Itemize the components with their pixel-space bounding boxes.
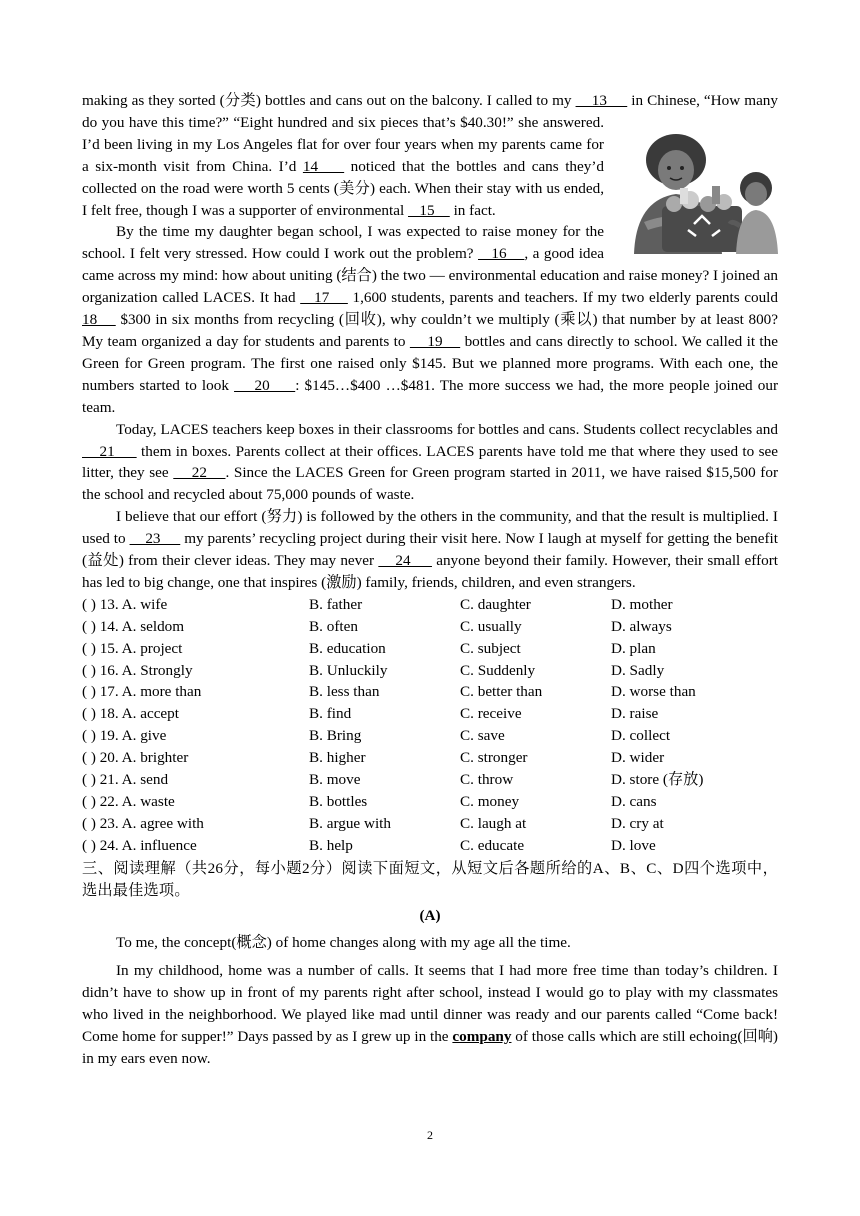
text: bottles and cans directly to school. We called it the Green for Green program. The first one raised only $145. But we planned more programs. With each one, the numbers started to look <box>82 332 778 394</box>
option-d: D. always <box>611 617 672 635</box>
option-b: B. higher <box>309 749 366 767</box>
text: , a good idea came across my mind: how about uniting (结合) the two — environmental education and raise money? I joined an organization called LACES. It had <box>82 245 778 307</box>
text: of those calls which are still echoing(回响) in my ears even now. <box>82 1028 778 1067</box>
option-c: C. Suddenly <box>460 661 536 679</box>
option-question: ( ) 21. A. send <box>82 771 169 789</box>
text: . Since the LACES Green for Green program started in 2011, we have raised $15,500 for the school and recycled about 75,000 pounds of waste. <box>82 464 779 504</box>
option-c: C. stronger <box>460 749 528 767</box>
option-c: C. throw <box>460 771 514 789</box>
blank-16: 16 <box>478 245 525 263</box>
passage-paragraph-4 <box>82 506 778 594</box>
underlined-word-company: company <box>452 1028 512 1046</box>
option-question: ( ) 16. A. Strongly <box>82 661 193 679</box>
blank-20: 20 <box>234 376 296 394</box>
option-question: ( ) 22. A. waste <box>82 793 175 810</box>
text: them in boxes. Parents collect at their offices. LACES parents have told me that where they used to see litter, they see <box>82 442 779 482</box>
blank-17: 17 <box>300 289 348 307</box>
options-table <box>82 594 778 857</box>
option-row <box>82 835 778 857</box>
page-number: 2 <box>427 1128 433 1142</box>
passage-a-title: (A) <box>419 906 441 924</box>
option-row <box>82 594 778 616</box>
passage-a-paragraph-1: To me, the concept(概念) of home changes along with my age all the time. <box>116 934 571 952</box>
option-c: C. better than <box>460 683 543 701</box>
page-body <box>82 90 778 1070</box>
option-question: ( ) 13. A. wife <box>82 595 168 613</box>
option-d: D. cry at <box>611 814 664 832</box>
option-c: C. money <box>460 793 520 810</box>
option-b: B. Bring <box>309 727 362 745</box>
blank-13: 13 <box>575 92 628 109</box>
option-question: ( ) 24. A. influence <box>82 836 197 854</box>
option-c: C. laugh at <box>460 814 527 832</box>
option-c: C. daughter <box>460 595 531 613</box>
section-3-heading: 三、阅读理解（共26分，每小题2分）阅读下面短文，从短文后各题所给的A、B、C、D四个选项中，选出最佳选项。 <box>82 859 778 899</box>
option-d: D. mother <box>611 595 673 613</box>
option-c: C. save <box>460 727 505 745</box>
text: anyone beyond their family. However, their small effort has led to big change, one that inspires (激励) family, friends, children, and even strangers. <box>82 552 779 591</box>
text: Today, LACES teachers keep boxes in their classrooms for bottles and cans. Students collect recyclables and <box>116 420 778 438</box>
text: In my childhood, home was a number of calls. It seems that I had more free time than today’s children. I didn’t have to show up in front of my parents right after school, instead I would go to play with my classmates who lived in the neighborhood. We played like mad until dinner was ready and our parents called “Come back! Come home for supper!” Days passed by as I grew up in the <box>82 962 778 1046</box>
blank-22: 22 <box>173 464 226 482</box>
option-question: ( ) 15. A. project <box>82 639 183 657</box>
passage-a-paragraph-2 <box>82 960 778 1070</box>
blank-21: 21 <box>82 442 137 460</box>
option-b: B. education <box>309 639 386 657</box>
blank-15: 15 <box>408 201 450 219</box>
option-question: ( ) 20. A. brighter <box>82 749 189 767</box>
option-b: B. Unluckily <box>309 661 388 679</box>
option-b: B. less than <box>309 683 380 701</box>
option-d: D. plan <box>611 639 656 657</box>
option-question: ( ) 18. A. accept <box>82 705 179 723</box>
option-row <box>82 791 778 813</box>
blank-24: 24 <box>378 552 432 570</box>
blank-14: 14 <box>302 157 345 175</box>
option-b: B. move <box>309 771 361 789</box>
option-row <box>82 703 778 725</box>
text: : $145…$400 …$481. The more success we had, the more people joined our team. <box>82 376 779 416</box>
option-b: B. bottles <box>309 793 368 810</box>
blank-19: 19 <box>409 332 461 350</box>
option-d: D. cans <box>611 793 657 810</box>
option-c: C. educate <box>460 836 525 854</box>
option-question: ( ) 19. A. give <box>82 727 167 745</box>
text: By the time my daughter began school, I was expected to raise money for the school. I felt very stressed. How could I work out the problem? <box>82 223 604 263</box>
option-question: ( ) 23. A. agree with <box>82 814 204 832</box>
option-d: D. worse than <box>611 683 696 701</box>
text: $300 in six months from recycling (回收), why couldn’t we multiply (乘以) that number by at least 800? My team organized a day for students and parents to <box>82 311 779 350</box>
option-b: B. find <box>309 705 352 723</box>
option-row <box>82 681 778 703</box>
recycling-family-illustration <box>614 124 784 254</box>
option-d: D. love <box>611 836 656 854</box>
option-c: C. subject <box>460 639 521 657</box>
passage-paragraph-3 <box>82 419 778 507</box>
text: in Chinese, “How many do you have this time?” “Eight hundred and six pieces that’s $40.30!” she answered. I’d been living in my Los Angeles flat for over four years when my parents came for a six-month visit from China. I’d <box>82 92 778 175</box>
text: making as they sorted (分类) bottles and cans out on the balcony. I called to my <box>82 92 576 109</box>
option-c: C. receive <box>460 705 522 723</box>
blank-18: 18 <box>82 311 116 329</box>
option-b: B. help <box>309 836 353 854</box>
text: in fact. <box>449 201 496 219</box>
option-b: B. argue with <box>309 814 391 832</box>
option-row <box>82 769 778 791</box>
text: my parents’ recycling project during their visit here. Now I laugh at myself for getting the benefit (益处) from their clever ideas. They may never <box>82 530 779 570</box>
option-question: ( ) 14. A. seldom <box>82 617 185 635</box>
option-row <box>82 813 778 835</box>
text: noticed that the bottles and cans they’d collected on the road were worth 5 cents (美分) each. When their stay with us ended, I felt free, though I was a supporter of environmental <box>82 157 605 219</box>
option-d: D. wider <box>611 749 665 767</box>
text: I believe that our effort (努力) is followed by the others in the community, and that the result is multiplied. I used to <box>82 508 778 548</box>
option-row <box>82 725 778 747</box>
text: 1,600 students, parents and teachers. If my two elderly parents could <box>347 289 778 307</box>
option-d: D. Sadly <box>611 661 665 679</box>
option-b: B. father <box>309 595 363 613</box>
option-d: D. raise <box>611 705 659 723</box>
option-row <box>82 660 778 682</box>
option-d: D. store (存放) <box>611 771 704 789</box>
option-question: ( ) 17. A. more than <box>82 683 202 701</box>
option-c: C. usually <box>460 617 522 635</box>
option-row <box>82 638 778 660</box>
passage-paragraph-1 <box>82 90 778 221</box>
option-b: B. often <box>309 617 358 635</box>
blank-23: 23 <box>129 530 181 548</box>
option-row <box>82 616 778 638</box>
option-d: D. collect <box>611 727 671 745</box>
option-row <box>82 747 778 769</box>
